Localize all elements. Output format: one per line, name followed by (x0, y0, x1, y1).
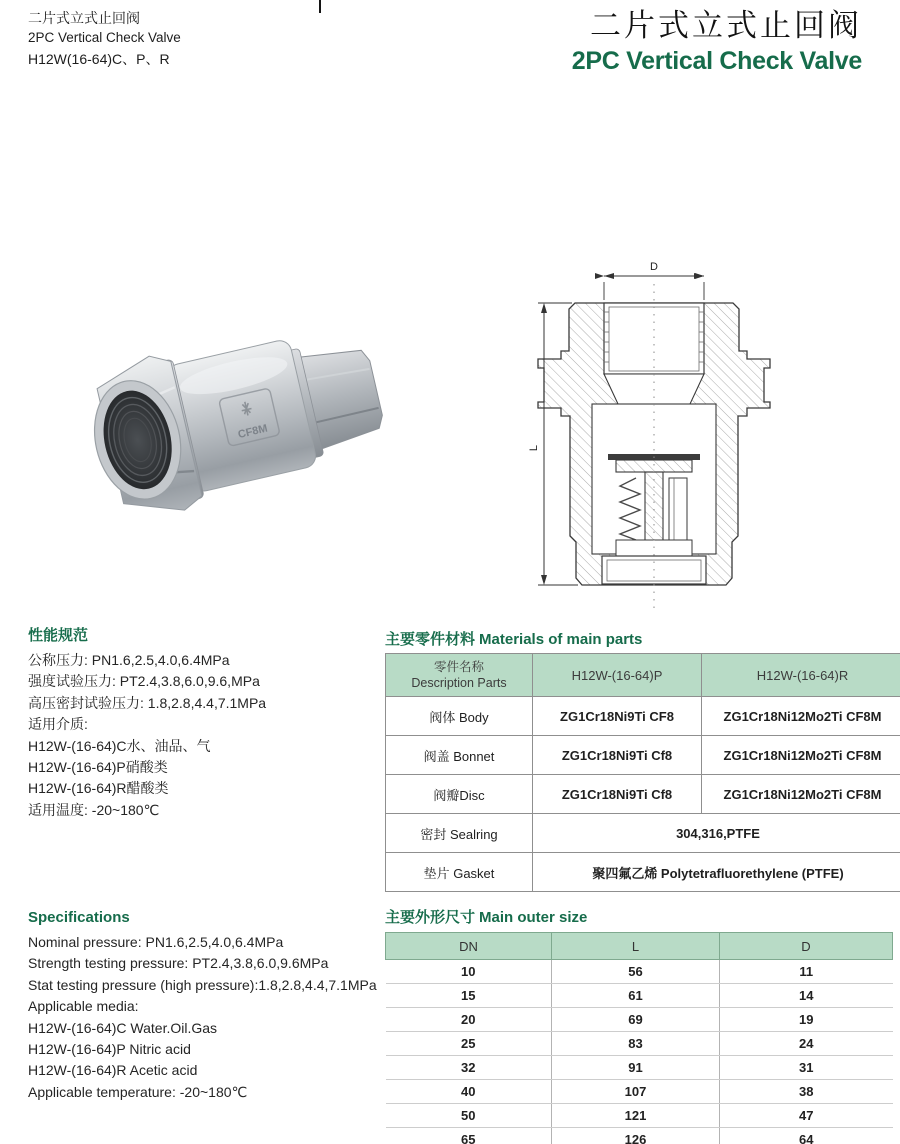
material-cell: ZG1Cr18Ni9Ti CF8 (533, 697, 702, 736)
size-col-l: L (552, 933, 720, 960)
page-title-en: 2PC Vertical Check Valve (571, 47, 862, 75)
outer-size-heading-cn: 主要外形尺寸 (385, 909, 476, 926)
spec-line: 适用温度: -20~180℃ (28, 801, 160, 818)
spec-line: H12W-(16-64)P硝酸类 (28, 759, 168, 776)
size-cell: 31 (720, 1056, 893, 1080)
product-name-en: 2PC Vertical Check Valve (28, 30, 181, 45)
size-cell: 10 (386, 960, 552, 984)
spec-line: H12W-(16-64)R醋酸类 (28, 780, 169, 797)
size-cell: 61 (552, 984, 720, 1008)
table-row (386, 814, 900, 853)
spec-line: H12W-(16-64)C水、油品、气 (28, 737, 211, 754)
dimension-label-d: D (650, 261, 658, 273)
dimension-label-l: L (528, 444, 540, 452)
materials-heading-en: Materials of main parts (479, 631, 643, 648)
table-row (386, 1128, 893, 1144)
spec-line: Nominal pressure: PN1.6,2.5,4.0,6.4MPa (28, 934, 284, 950)
materials-col-r: H12W-(16-64)R (702, 654, 900, 697)
material-cell: ZG1Cr18Ni9Ti Cf8 (533, 775, 702, 814)
size-cell: 11 (720, 960, 893, 984)
spec-line: 适用介质: (28, 716, 88, 733)
materials-section (385, 630, 900, 892)
size-cell: 69 (552, 1008, 720, 1032)
size-cell: 91 (552, 1056, 720, 1080)
valve-stamp: CF8M (236, 422, 269, 442)
size-col-d: D (720, 933, 893, 960)
size-cell: 25 (386, 1032, 552, 1056)
spec-line: 公称压力: PN1.6,2.5,4.0,6.4MPa (28, 652, 230, 668)
material-cell: ZG1Cr18Ni12Mo2Ti CF8M (702, 775, 900, 814)
part-cell: 阀盖 Bonnet (386, 736, 533, 775)
material-cell-merged: 聚四氟乙烯 Polytetrafluorethylene (PTFE) (533, 853, 900, 892)
table-row (386, 1008, 893, 1032)
material-cell: ZG1Cr18Ni12Mo2Ti CF8M (702, 697, 900, 736)
size-cell: 83 (552, 1032, 720, 1056)
size-cell: 56 (552, 960, 720, 984)
materials-col-parts (386, 654, 533, 697)
part-cell: 阀瓣Disc (386, 775, 533, 814)
table-row (386, 853, 900, 892)
table-row (386, 1104, 893, 1128)
spec-line: H12W-(16-64)R Acetic acid (28, 1062, 198, 1079)
part-cell: 阀体 Body (386, 697, 533, 736)
specifications-section (28, 908, 377, 1103)
size-cell: 32 (386, 1056, 552, 1080)
size-cell: 20 (386, 1008, 552, 1032)
outer-size-heading (385, 908, 893, 928)
size-cell: 50 (386, 1104, 552, 1128)
performance-section (28, 626, 266, 821)
size-col-dn: DN (386, 933, 552, 960)
spec-line: 强度试验压力: PT2.4,3.8,6.0,9.6,MPa (28, 673, 260, 690)
spec-line: Applicable temperature: -20~180℃ (28, 1083, 248, 1100)
table-row (386, 984, 893, 1008)
spec-line: Stat testing pressure (high pressure):1.8,2.8,4.4,7.1MPa (28, 976, 377, 993)
table-row (386, 697, 900, 736)
outer-size-table (385, 932, 893, 1144)
part-cell: 垫片 Gasket (386, 853, 533, 892)
size-cell: 14 (720, 984, 893, 1008)
size-cell: 24 (720, 1032, 893, 1056)
spec-line: Applicable media: (28, 998, 139, 1015)
spec-line: H12W-(16-64)C Water.Oil.Gas (28, 1019, 218, 1036)
size-cell: 19 (720, 1008, 893, 1032)
materials-col-parts-en: Description Parts (411, 676, 507, 690)
size-cell: 64 (720, 1128, 893, 1144)
table-row (386, 736, 900, 775)
registration-tick (319, 0, 321, 13)
product-name-cn: 二片式立式止回阀 (28, 10, 140, 26)
size-cell: 38 (720, 1080, 893, 1104)
material-cell: ZG1Cr18Ni12Mo2Ti CF8M (702, 736, 900, 775)
performance-heading: 性能规范 (28, 627, 89, 644)
material-cell: ZG1Cr18Ni9Ti Cf8 (533, 736, 702, 775)
size-cell: 65 (386, 1128, 552, 1144)
table-row (386, 1032, 893, 1056)
part-cell: 密封 Sealring (386, 814, 533, 853)
size-cell: 126 (552, 1128, 720, 1144)
valve-drawing (528, 256, 780, 618)
materials-table (385, 653, 900, 892)
product-header (28, 8, 181, 70)
material-cell-merged: 304,316,PTFE (533, 814, 900, 853)
materials-heading (385, 630, 900, 650)
spec-line: Strength testing pressure: PT2.4,3.8,6.0,9.6MPa (28, 955, 329, 972)
table-row (386, 775, 900, 814)
spec-line: H12W-(16-64)P Nitric acid (28, 1041, 191, 1058)
size-cell: 107 (552, 1080, 720, 1104)
valve-body-graphic (79, 308, 393, 526)
table-row (386, 1056, 893, 1080)
size-cell: 15 (386, 984, 552, 1008)
materials-col-parts-cn: 零件名称 (433, 660, 484, 674)
materials-col-p: H12W-(16-64)P (533, 654, 702, 697)
specifications-heading: Specifications (28, 909, 130, 926)
table-row (386, 960, 893, 984)
outer-size-heading-en: Main outer size (479, 909, 588, 926)
size-cell: 40 (386, 1080, 552, 1104)
materials-heading-cn: 主要零件材料 (385, 631, 476, 648)
size-cell: 47 (720, 1104, 893, 1128)
size-cell: 121 (552, 1104, 720, 1128)
spec-line: 高压密封试验压力: 1.8,2.8,4.4,7.1MPa (28, 694, 267, 711)
outer-size-section (385, 908, 893, 1144)
valve-photo (72, 293, 394, 535)
table-row (386, 1080, 893, 1104)
page-title-cn: 二片式立式止回阀 (590, 8, 862, 43)
product-model: H12W(16-64)C、P、R (28, 51, 170, 67)
page-title (572, 8, 862, 76)
